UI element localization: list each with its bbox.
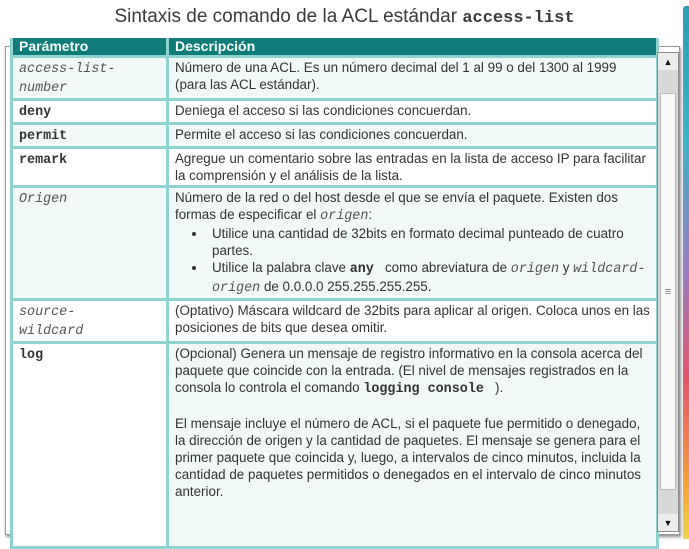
table-panel xyxy=(5,38,680,535)
table-row xyxy=(12,187,658,300)
param-access-list-number-l2: number xyxy=(19,81,68,96)
desc-cell: Agregue un comentario sobre las entradas en la lista de acceso IP para facilitar la comprensión y el análisis de la lista. xyxy=(168,148,658,187)
page-title xyxy=(0,6,689,28)
table-row xyxy=(12,343,658,548)
header-descripcion: Descripción xyxy=(168,38,658,57)
scroll-up-button[interactable] xyxy=(658,53,678,70)
param-cell xyxy=(12,124,168,148)
param-cell xyxy=(12,148,168,187)
bullet-item: • Utilice una cantidad de 32bits en formato decimal punteado de cuatro partes. xyxy=(207,225,650,259)
log-desc-p1 xyxy=(175,345,650,398)
table-header-row xyxy=(12,38,658,57)
scroll-thumb[interactable] xyxy=(660,93,676,490)
desc-cell: (Optativo) Máscara wildcard de 32bits para aplicar al origen. Coloca unos en las posiciones de bits que desea omitir. xyxy=(168,300,658,343)
log-p1-b: ). xyxy=(483,380,504,395)
table-row xyxy=(12,300,658,343)
log-p1-a: (Opcional) Genera un mensaje de registro informativo en la consola acerca del paquete que coincide con la entrada. (El nivel de mensajes registrados en la consola lo controla el comando xyxy=(175,346,643,395)
param-cell xyxy=(12,187,168,300)
vertical-scrollbar[interactable] xyxy=(657,52,679,532)
log-desc-p2: El mensaje incluye el número de ACL, si el paquete fue permitido o denegado, la dirección de origen y la cantidad de paquetes. El mensaje se genera para el primer paquete que coincida y, luego, a intervalos de cinco minutos, incluida la cantidad de paquetes permitidos o denegados en el intervalo de cinco minutos anterior. xyxy=(175,416,642,499)
title-text: Sintaxis de comando de la ACL estándar xyxy=(114,6,458,27)
bullet2-any: any xyxy=(349,262,374,277)
param-origen: Origen xyxy=(19,192,68,207)
origen-bullets xyxy=(175,225,650,297)
table-row xyxy=(12,100,658,124)
param-access-list-number-l1: access-list- xyxy=(19,62,116,77)
desc-cell: Deniega el acceso si las condiciones concuerdan. xyxy=(168,100,658,124)
param-permit: permit xyxy=(19,129,68,144)
log-p1-cmd: logging console xyxy=(363,382,484,397)
bullet2-d: de 0.0.0.0 255.255.255.255. xyxy=(260,279,432,294)
origen-intro-kw: origen xyxy=(320,209,369,224)
desc-cell: Número de una ACL. Es un número decimal del 1 al 99 o del 1300 al 1999 (para las ACL estándar). xyxy=(168,57,658,100)
origen-intro-text: Número de la red o del host desde el que se envía el paquete. Existen dos formas de especificar el xyxy=(175,190,618,222)
desc-cell xyxy=(168,187,658,300)
table-row xyxy=(12,57,658,100)
desc-cell: Permite el acceso si las condiciones concuerdan. xyxy=(168,124,658,148)
table-row xyxy=(12,124,658,148)
origen-intro-colon: : xyxy=(368,207,373,222)
param-cell xyxy=(12,100,168,124)
param-source-wildcard-l1: source- xyxy=(19,305,76,320)
decorative-color-strip xyxy=(683,6,689,539)
param-remark: remark xyxy=(19,153,68,168)
param-source-wildcard-l2: wildcard xyxy=(19,324,84,339)
title-command: access-list xyxy=(462,9,575,28)
param-cell xyxy=(12,343,168,548)
bullet2-wildcard-origen: wildcard-origen xyxy=(212,262,646,296)
arrow-up-icon: ▲ xyxy=(663,56,673,67)
param-log: log xyxy=(19,348,44,363)
table-row xyxy=(12,148,658,187)
arrow-down-icon: ▼ xyxy=(663,517,673,528)
bullet2-c: y xyxy=(559,260,574,275)
header-parametro: Parámetro xyxy=(12,38,168,57)
desc-cell xyxy=(168,343,658,548)
param-cell xyxy=(12,57,168,100)
syntax-table xyxy=(10,38,659,549)
bullet2-origen: origen xyxy=(510,262,559,277)
param-deny: deny xyxy=(19,105,52,120)
param-cell xyxy=(12,300,168,343)
scroll-down-button[interactable] xyxy=(658,514,678,531)
bullet-item xyxy=(207,259,650,297)
bullet2-b: como abreviatura de xyxy=(373,260,511,275)
table-viewport[interactable] xyxy=(10,38,656,534)
grip-icon: ≡ xyxy=(664,285,672,298)
origen-intro xyxy=(175,189,650,225)
bullet2-a: Utilice la palabra clave xyxy=(212,260,350,275)
paragraph-gap xyxy=(175,398,650,415)
